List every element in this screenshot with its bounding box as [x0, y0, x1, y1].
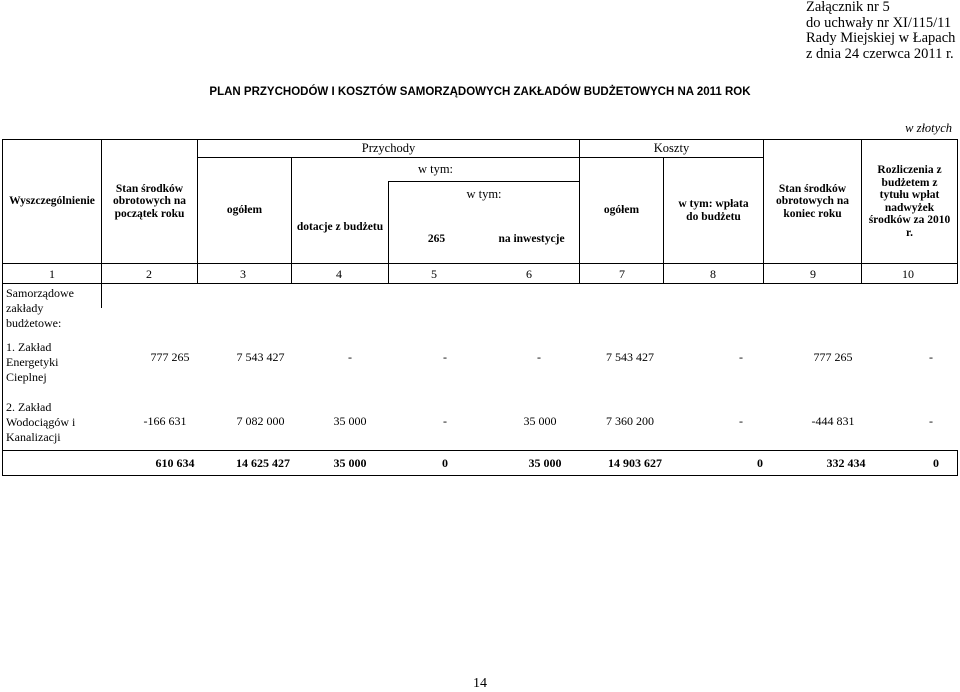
header-ogolem-koszty: ogółem [603, 204, 640, 217]
table-cell: - [739, 414, 743, 428]
table-cell: 777 265 [150, 350, 190, 364]
total-cell: 0 [757, 456, 763, 470]
row-label: 1. Zakład Energetyki Cieplnej [6, 340, 59, 384]
table-cell: -166 631 [143, 414, 187, 428]
attachment-note [806, 0, 955, 62]
total-cell: 0 [442, 456, 448, 470]
total-cell: 0 [933, 456, 939, 470]
header-w-tym-2: w tym: [466, 186, 502, 201]
units-label: w złotych [905, 121, 952, 135]
column-number: 6 [526, 267, 532, 281]
total-cell: 14 625 427 [236, 456, 290, 470]
total-cell: 35 000 [528, 456, 562, 470]
column-number: 2 [146, 267, 152, 281]
table-cell: -444 831 [811, 414, 855, 428]
header-ogolem-przychody: ogółem [226, 204, 263, 217]
header-stan-koniec: Stan środków obrotowych na koniec roku [776, 182, 849, 220]
header-rozliczenia: Rozliczenia z budżetem z tytułu wpłat nadwyżek środków za 2010 r. [868, 164, 951, 239]
header-przychody: Przychody [361, 141, 416, 156]
section-label: Samorządowe zakłady budżetowe: [6, 286, 74, 330]
table-cell: - [929, 414, 933, 428]
attachment-note-line-1: Załącznik nr 5 [806, 0, 890, 15]
table-cell: 7 543 427 [236, 350, 285, 364]
table-cell: 35 000 [333, 414, 367, 428]
column-number: 4 [336, 267, 342, 281]
header-na-inwestycje: na inwestycje [498, 232, 565, 245]
column-number: 7 [619, 267, 625, 281]
total-cell: 35 000 [333, 456, 367, 470]
table-cell: - [537, 350, 541, 364]
header-koszty: Koszty [653, 141, 690, 156]
header-dotacje: dotacje z budżetu [296, 221, 384, 234]
total-cell: 14 903 627 [608, 456, 662, 470]
table-cell: 35 000 [523, 414, 557, 428]
table-cell: 7 543 427 [606, 350, 654, 364]
attachment-note-line-2: do uchwały nr XI/115/11 [806, 14, 952, 31]
table-cell: - [443, 350, 447, 364]
table-cell: - [739, 350, 743, 364]
column-number: 8 [710, 267, 716, 281]
table-cell: - [443, 414, 447, 428]
table-cell: 7 360 200 [606, 414, 654, 428]
header-w-tym-1: w tym: [417, 162, 454, 177]
total-cell: 610 634 [155, 456, 195, 470]
column-number: 10 [902, 267, 914, 281]
table-cell: - [348, 350, 352, 364]
header-stan-poczatek: Stan środków obrotowych na początek roku [113, 182, 186, 220]
column-number: 5 [431, 267, 437, 281]
table-cell: 7 082 000 [236, 414, 285, 428]
attachment-note-line-3: Rady Miejskiej w Łapach [806, 30, 956, 46]
row-label: 2. Zakład Wodociągów i Kanalizacji [6, 400, 76, 444]
column-number: 1 [49, 267, 55, 281]
total-cell: 332 434 [826, 456, 866, 470]
header-265: 265 [427, 232, 446, 245]
header-wplata: w tym: wpłata do budżetu [678, 198, 749, 223]
table-cell: - [929, 350, 933, 364]
document-title: PLAN PRZYCHODÓW I KOSZTÓW SAMORZĄDOWYCH ZAKŁADÓW BUDŻETOWYCH NA 2011 ROK [209, 86, 751, 98]
attachment-note-line-4: z dnia 24 czerwca 2011 r. [806, 45, 954, 62]
header-wyszczegolnienie: Wyszczególnienie [9, 195, 95, 208]
table-cell: 777 265 [813, 350, 853, 364]
page-number: 14 [473, 676, 487, 691]
column-number: 9 [810, 267, 816, 281]
column-number: 3 [240, 267, 246, 281]
